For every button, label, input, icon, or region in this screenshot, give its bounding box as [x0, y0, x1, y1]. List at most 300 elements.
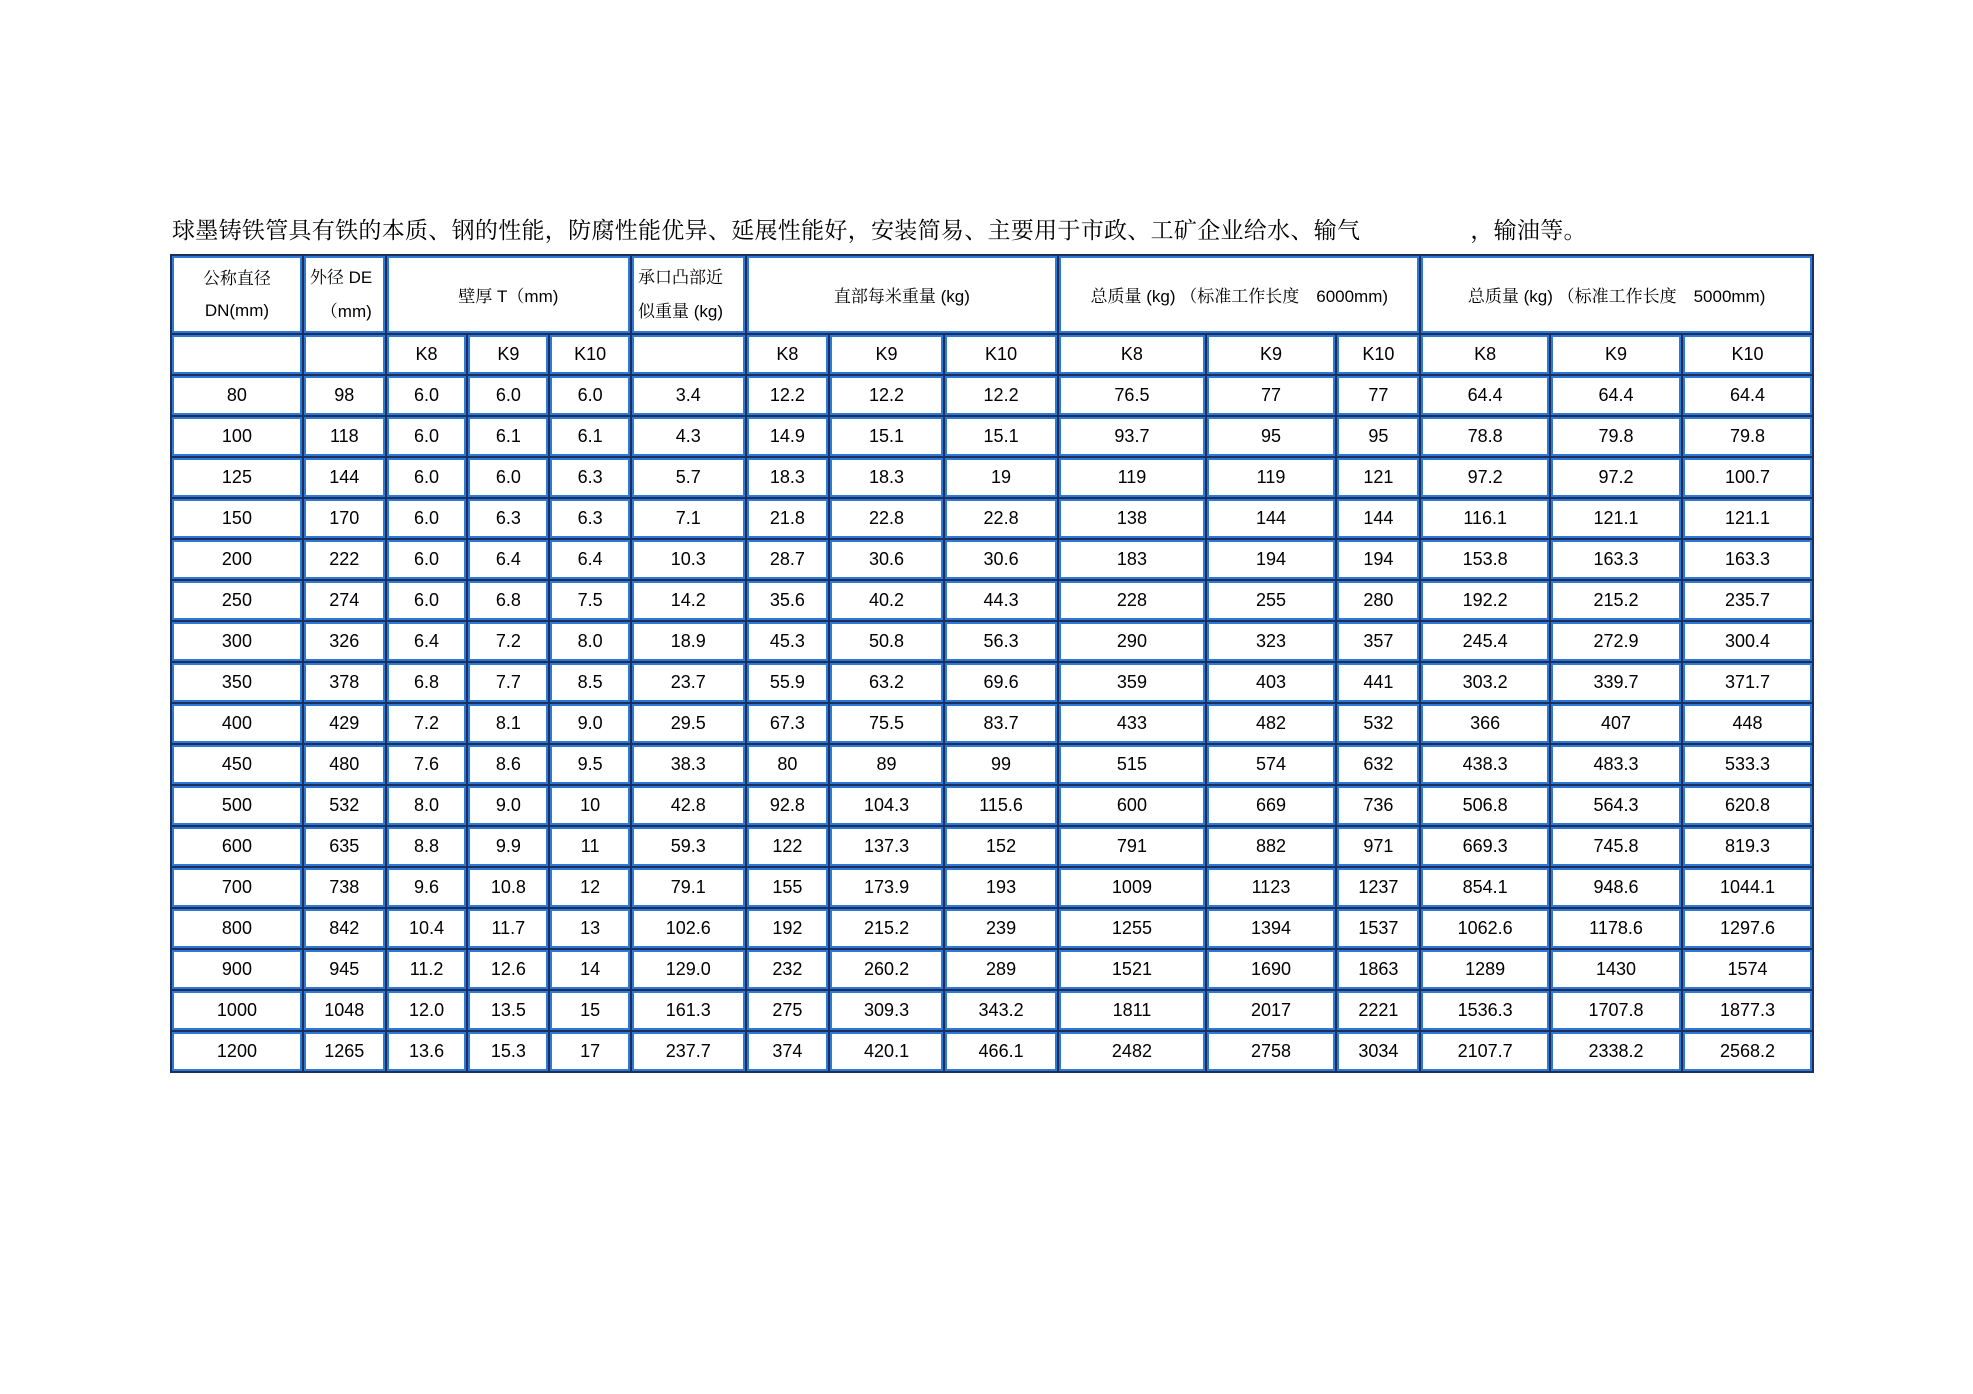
table-cell: 173.9 — [830, 868, 943, 907]
header-per-meter: 直部每米重量 (kg) — [747, 256, 1058, 333]
table-cell: 900 — [172, 950, 302, 989]
sub-header-cell: K10 — [550, 335, 630, 374]
table-cell: 309.3 — [830, 991, 943, 1030]
table-cell: 357 — [1337, 622, 1419, 661]
table-cell: 6.0 — [387, 417, 467, 456]
table-cell: 150 — [172, 499, 302, 538]
table-cell: 9.6 — [387, 868, 467, 907]
table-cell: 22.8 — [830, 499, 943, 538]
table-cell: 50.8 — [830, 622, 943, 661]
table-cell: 250 — [172, 581, 302, 620]
table-cell: 75.5 — [830, 704, 943, 743]
table-cell: 12.6 — [468, 950, 548, 989]
table-cell: 18.9 — [632, 622, 745, 661]
table-cell: 700 — [172, 868, 302, 907]
table-cell: 819.3 — [1683, 827, 1812, 866]
table-cell: 303.2 — [1421, 663, 1549, 702]
table-cell: 1009 — [1059, 868, 1204, 907]
table-cell: 620.8 — [1683, 786, 1812, 825]
table-cell: 280 — [1337, 581, 1419, 620]
table-cell: 104.3 — [830, 786, 943, 825]
table-cell: 800 — [172, 909, 302, 948]
table-cell: 669 — [1207, 786, 1336, 825]
table-cell: 116.1 — [1421, 499, 1549, 538]
table-cell: 13 — [550, 909, 630, 948]
table-cell: 745.8 — [1551, 827, 1681, 866]
table-cell: 40.2 — [830, 581, 943, 620]
sub-header-cell: K8 — [1421, 335, 1549, 374]
table-cell: 300.4 — [1683, 622, 1812, 661]
header-dn-line2: DN(mm) — [204, 300, 270, 320]
table-cell: 948.6 — [1551, 868, 1681, 907]
table-cell: 215.2 — [1551, 581, 1681, 620]
table-row — [172, 991, 1812, 1030]
table-cell: 83.7 — [945, 704, 1058, 743]
table-cell: 255 — [1207, 581, 1336, 620]
header-total-5000: 总质量 (kg) （标准工作长度 5000mm) — [1421, 256, 1812, 333]
table-cell: 29.5 — [632, 704, 745, 743]
table-cell: 480 — [304, 745, 385, 784]
table-cell: 6.0 — [387, 540, 467, 579]
table-cell: 35.6 — [747, 581, 829, 620]
table-row — [172, 458, 1812, 497]
table-cell: 6.0 — [468, 458, 548, 497]
table-cell: 163.3 — [1683, 540, 1812, 579]
table-body — [172, 376, 1812, 1071]
table-cell: 79.8 — [1683, 417, 1812, 456]
table-cell: 21.8 — [747, 499, 829, 538]
table-cell: 8.1 — [468, 704, 548, 743]
table-cell: 115.6 — [945, 786, 1058, 825]
intro-part2: ，输油等。 — [1470, 218, 1587, 244]
sub-header-cell: K9 — [1207, 335, 1336, 374]
table-cell: 366 — [1421, 704, 1549, 743]
table-cell: 222 — [304, 540, 385, 579]
table-cell: 600 — [1059, 786, 1204, 825]
table-cell: 22.8 — [945, 499, 1058, 538]
table-cell: 6.4 — [550, 540, 630, 579]
header-de-line2: （mm) — [320, 301, 372, 321]
group-header-row — [172, 256, 1812, 333]
table-cell: 275 — [747, 991, 829, 1030]
table-cell: 1707.8 — [1551, 991, 1681, 1030]
table-cell: 3034 — [1337, 1032, 1419, 1071]
table-cell: 215.2 — [830, 909, 943, 948]
table-cell: 100.7 — [1683, 458, 1812, 497]
header-socket — [632, 256, 745, 333]
table-cell: 2338.2 — [1551, 1032, 1681, 1071]
table-cell: 8.0 — [387, 786, 467, 825]
table-cell: 45.3 — [747, 622, 829, 661]
table-cell: 55.9 — [747, 663, 829, 702]
table-cell: 98 — [304, 376, 385, 415]
table-cell: 192 — [747, 909, 829, 948]
table-cell: 1255 — [1059, 909, 1204, 948]
header-de-line1: 外径 DE — [309, 267, 373, 287]
table-cell: 183 — [1059, 540, 1204, 579]
sub-header-cell — [172, 335, 302, 374]
table-row — [172, 663, 1812, 702]
table-cell: 6.8 — [387, 663, 467, 702]
table-row — [172, 540, 1812, 579]
table-cell: 9.9 — [468, 827, 548, 866]
table-cell: 1574 — [1683, 950, 1812, 989]
table-cell: 17 — [550, 1032, 630, 1071]
table-cell: 1123 — [1207, 868, 1336, 907]
table-cell: 300 — [172, 622, 302, 661]
table-cell: 9.5 — [550, 745, 630, 784]
table-cell: 407 — [1551, 704, 1681, 743]
table-cell: 6.1 — [550, 417, 630, 456]
table-cell: 600 — [172, 827, 302, 866]
table-cell: 1521 — [1059, 950, 1204, 989]
table-cell: 228 — [1059, 581, 1204, 620]
table-cell: 1690 — [1207, 950, 1336, 989]
table-cell: 272.9 — [1551, 622, 1681, 661]
table-cell: 56.3 — [945, 622, 1058, 661]
table-cell: 6.0 — [550, 376, 630, 415]
sub-header-cell: K9 — [468, 335, 548, 374]
sub-header-cell: K9 — [1551, 335, 1681, 374]
table-cell: 12.0 — [387, 991, 467, 1030]
table-cell: 170 — [304, 499, 385, 538]
table-cell: 23.7 — [632, 663, 745, 702]
table-cell: 93.7 — [1059, 417, 1204, 456]
table-cell: 102.6 — [632, 909, 745, 948]
table-cell: 6.4 — [387, 622, 467, 661]
table-cell: 4.3 — [632, 417, 745, 456]
table-cell: 8.0 — [550, 622, 630, 661]
table-cell: 260.2 — [830, 950, 943, 989]
table-cell: 8.6 — [468, 745, 548, 784]
table-cell: 506.8 — [1421, 786, 1549, 825]
table-cell: 791 — [1059, 827, 1204, 866]
table-cell: 119 — [1207, 458, 1336, 497]
table-cell: 121 — [1337, 458, 1419, 497]
table-cell: 64.4 — [1421, 376, 1549, 415]
table-cell: 144 — [304, 458, 385, 497]
table-cell: 89 — [830, 745, 943, 784]
table-cell: 161.3 — [632, 991, 745, 1030]
table-row — [172, 499, 1812, 538]
table-cell: 533.3 — [1683, 745, 1812, 784]
table-cell: 274 — [304, 581, 385, 620]
table-cell: 483.3 — [1551, 745, 1681, 784]
table-cell: 7.2 — [468, 622, 548, 661]
table-cell: 3.4 — [632, 376, 745, 415]
header-wall: 壁厚 T（mm) — [387, 256, 630, 333]
table-cell: 10.8 — [468, 868, 548, 907]
table-cell: 564.3 — [1551, 786, 1681, 825]
table-cell: 122 — [747, 827, 829, 866]
table-cell: 9.0 — [550, 704, 630, 743]
table-row — [172, 827, 1812, 866]
table-cell: 11 — [550, 827, 630, 866]
table-cell: 38.3 — [632, 745, 745, 784]
table-cell: 138 — [1059, 499, 1204, 538]
table-cell: 2568.2 — [1683, 1032, 1812, 1071]
table-row — [172, 1032, 1812, 1071]
table-cell: 6.0 — [387, 458, 467, 497]
table-cell: 1877.3 — [1683, 991, 1812, 1030]
table-cell: 736 — [1337, 786, 1419, 825]
table-cell: 12.2 — [945, 376, 1058, 415]
table-cell: 1394 — [1207, 909, 1336, 948]
table-cell: 635 — [304, 827, 385, 866]
table-cell: 18.3 — [830, 458, 943, 497]
sub-header-cell: K10 — [945, 335, 1058, 374]
sub-header-cell — [632, 335, 745, 374]
table-cell: 30.6 — [945, 540, 1058, 579]
table-cell: 289 — [945, 950, 1058, 989]
table-cell: 232 — [747, 950, 829, 989]
table-cell: 144 — [1207, 499, 1336, 538]
table-cell: 2017 — [1207, 991, 1336, 1030]
table-cell: 6.8 — [468, 581, 548, 620]
table-cell: 350 — [172, 663, 302, 702]
table-cell: 438.3 — [1421, 745, 1549, 784]
table-cell: 42.8 — [632, 786, 745, 825]
table-cell: 7.7 — [468, 663, 548, 702]
table-cell: 326 — [304, 622, 385, 661]
table-cell: 450 — [172, 745, 302, 784]
table-cell: 77 — [1337, 376, 1419, 415]
table-cell: 7.5 — [550, 581, 630, 620]
sub-header-cell: K8 — [387, 335, 467, 374]
table-cell: 12 — [550, 868, 630, 907]
table-cell: 15.1 — [830, 417, 943, 456]
table-cell: 343.2 — [945, 991, 1058, 1030]
table-cell: 121.1 — [1551, 499, 1681, 538]
sub-header-cell — [304, 335, 385, 374]
table-cell: 144 — [1337, 499, 1419, 538]
table-cell: 371.7 — [1683, 663, 1812, 702]
header-socket-line2: 似重量 (kg) — [638, 301, 723, 321]
table-cell: 69.6 — [945, 663, 1058, 702]
table-row — [172, 581, 1812, 620]
table-cell: 64.4 — [1683, 376, 1812, 415]
table-cell: 5.7 — [632, 458, 745, 497]
sub-header-cell: K10 — [1683, 335, 1812, 374]
table-cell: 429 — [304, 704, 385, 743]
table-cell: 854.1 — [1421, 868, 1549, 907]
table-cell: 1811 — [1059, 991, 1204, 1030]
table-cell: 433 — [1059, 704, 1204, 743]
table-cell: 12.2 — [830, 376, 943, 415]
table-cell: 153.8 — [1421, 540, 1549, 579]
table-cell: 13.5 — [468, 991, 548, 1030]
table-cell: 500 — [172, 786, 302, 825]
table-cell: 163.3 — [1551, 540, 1681, 579]
table-cell: 15 — [550, 991, 630, 1030]
table-cell: 971 — [1337, 827, 1419, 866]
table-cell: 632 — [1337, 745, 1419, 784]
table-cell: 669.3 — [1421, 827, 1549, 866]
table-cell: 10 — [550, 786, 630, 825]
table-cell: 95 — [1207, 417, 1336, 456]
table-row — [172, 622, 1812, 661]
table-cell: 8.8 — [387, 827, 467, 866]
table-cell: 403 — [1207, 663, 1336, 702]
table-cell: 18.3 — [747, 458, 829, 497]
table-cell: 121.1 — [1683, 499, 1812, 538]
table-row — [172, 868, 1812, 907]
table-cell: 129.0 — [632, 950, 745, 989]
table-cell: 466.1 — [945, 1032, 1058, 1071]
table-cell: 1000 — [172, 991, 302, 1030]
table-cell: 7.1 — [632, 499, 745, 538]
table-cell: 13.6 — [387, 1032, 467, 1071]
table-cell: 7.6 — [387, 745, 467, 784]
table-cell: 95 — [1337, 417, 1419, 456]
header-total-6000: 总质量 (kg) （标准工作长度 6000mm) — [1059, 256, 1419, 333]
table-cell: 482 — [1207, 704, 1336, 743]
table-cell: 63.2 — [830, 663, 943, 702]
table-cell: 44.3 — [945, 581, 1058, 620]
table-cell: 532 — [304, 786, 385, 825]
table-cell: 1200 — [172, 1032, 302, 1071]
table-cell: 9.0 — [468, 786, 548, 825]
table-cell: 77 — [1207, 376, 1336, 415]
intro-text — [172, 216, 1587, 246]
table-cell: 79.1 — [632, 868, 745, 907]
table-cell: 99 — [945, 745, 1058, 784]
table-cell: 235.7 — [1683, 581, 1812, 620]
sub-header-cell: K10 — [1337, 335, 1419, 374]
table-cell: 2221 — [1337, 991, 1419, 1030]
table-cell: 125 — [172, 458, 302, 497]
table-cell: 339.7 — [1551, 663, 1681, 702]
table-cell: 155 — [747, 868, 829, 907]
header-socket-line1: 承口凸部近 — [638, 267, 723, 287]
header-de — [304, 256, 385, 333]
table-cell: 448 — [1683, 704, 1812, 743]
table-cell: 441 — [1337, 663, 1419, 702]
table-cell: 11.7 — [468, 909, 548, 948]
table-row — [172, 950, 1812, 989]
table-cell: 945 — [304, 950, 385, 989]
table-cell: 119 — [1059, 458, 1204, 497]
table-cell: 152 — [945, 827, 1058, 866]
table-cell: 245.4 — [1421, 622, 1549, 661]
table-cell: 12.2 — [747, 376, 829, 415]
table-cell: 10.3 — [632, 540, 745, 579]
table-cell: 1265 — [304, 1032, 385, 1071]
pipe-spec-table — [170, 254, 1814, 1073]
table-cell: 1536.3 — [1421, 991, 1549, 1030]
table-cell: 1430 — [1551, 950, 1681, 989]
table-cell: 574 — [1207, 745, 1336, 784]
table-cell: 6.1 — [468, 417, 548, 456]
table-cell: 64.4 — [1551, 376, 1681, 415]
table-cell: 6.4 — [468, 540, 548, 579]
sub-header-cell: K8 — [747, 335, 829, 374]
intro-part1: 球墨铸铁管具有铁的本质、钢的性能，防腐性能优异、延展性能好，安装简易、主要用于市政、工矿企业给水、输气 — [172, 218, 1361, 244]
table-cell: 194 — [1337, 540, 1419, 579]
table-cell: 14 — [550, 950, 630, 989]
table-row — [172, 786, 1812, 825]
table-cell: 6.0 — [387, 376, 467, 415]
table-cell: 14.2 — [632, 581, 745, 620]
table-cell: 420.1 — [830, 1032, 943, 1071]
table-cell: 1048 — [304, 991, 385, 1030]
table-cell: 6.0 — [387, 581, 467, 620]
table-cell: 97.2 — [1551, 458, 1681, 497]
table-cell: 192.2 — [1421, 581, 1549, 620]
table-cell: 6.3 — [550, 499, 630, 538]
table-cell: 15.3 — [468, 1032, 548, 1071]
table-cell: 2107.7 — [1421, 1032, 1549, 1071]
table-cell: 1537 — [1337, 909, 1419, 948]
table-row — [172, 909, 1812, 948]
table-row — [172, 417, 1812, 456]
table-cell: 14.9 — [747, 417, 829, 456]
table-cell: 80 — [747, 745, 829, 784]
table-cell: 97.2 — [1421, 458, 1549, 497]
table-cell: 137.3 — [830, 827, 943, 866]
sub-header-cell: K8 — [1059, 335, 1204, 374]
table-cell: 1178.6 — [1551, 909, 1681, 948]
table-cell: 290 — [1059, 622, 1204, 661]
table-row — [172, 745, 1812, 784]
header-dn — [172, 256, 302, 333]
table-row — [172, 376, 1812, 415]
table-cell: 80 — [172, 376, 302, 415]
table-cell: 30.6 — [830, 540, 943, 579]
table-cell: 28.7 — [747, 540, 829, 579]
table-cell: 1289 — [1421, 950, 1549, 989]
table-cell: 100 — [172, 417, 302, 456]
table-cell: 842 — [304, 909, 385, 948]
table-cell: 1237 — [1337, 868, 1419, 907]
table-cell: 6.3 — [550, 458, 630, 497]
table-cell: 1863 — [1337, 950, 1419, 989]
header-dn-line1: 公称直径 — [202, 268, 271, 288]
table-cell: 323 — [1207, 622, 1336, 661]
table-cell: 532 — [1337, 704, 1419, 743]
table-cell: 193 — [945, 868, 1058, 907]
table-cell: 1297.6 — [1683, 909, 1812, 948]
table-cell: 6.0 — [468, 376, 548, 415]
table-cell: 7.2 — [387, 704, 467, 743]
table-cell: 359 — [1059, 663, 1204, 702]
table-cell: 1044.1 — [1683, 868, 1812, 907]
table-cell: 78.8 — [1421, 417, 1549, 456]
table-cell: 374 — [747, 1032, 829, 1071]
sub-header-row — [172, 335, 1812, 374]
table-cell: 738 — [304, 868, 385, 907]
table-cell: 8.5 — [550, 663, 630, 702]
table-cell: 118 — [304, 417, 385, 456]
table-row — [172, 704, 1812, 743]
table-cell: 76.5 — [1059, 376, 1204, 415]
table-cell: 79.8 — [1551, 417, 1681, 456]
table-cell: 378 — [304, 663, 385, 702]
table-cell: 10.4 — [387, 909, 467, 948]
table-cell: 239 — [945, 909, 1058, 948]
table-cell: 19 — [945, 458, 1058, 497]
table-cell: 11.2 — [387, 950, 467, 989]
table-cell: 15.1 — [945, 417, 1058, 456]
table-cell: 2482 — [1059, 1032, 1204, 1071]
table-cell: 882 — [1207, 827, 1336, 866]
table-cell: 6.3 — [468, 499, 548, 538]
table-cell: 237.7 — [632, 1032, 745, 1071]
table-cell: 194 — [1207, 540, 1336, 579]
table-cell: 6.0 — [387, 499, 467, 538]
table-cell: 67.3 — [747, 704, 829, 743]
table-cell: 59.3 — [632, 827, 745, 866]
